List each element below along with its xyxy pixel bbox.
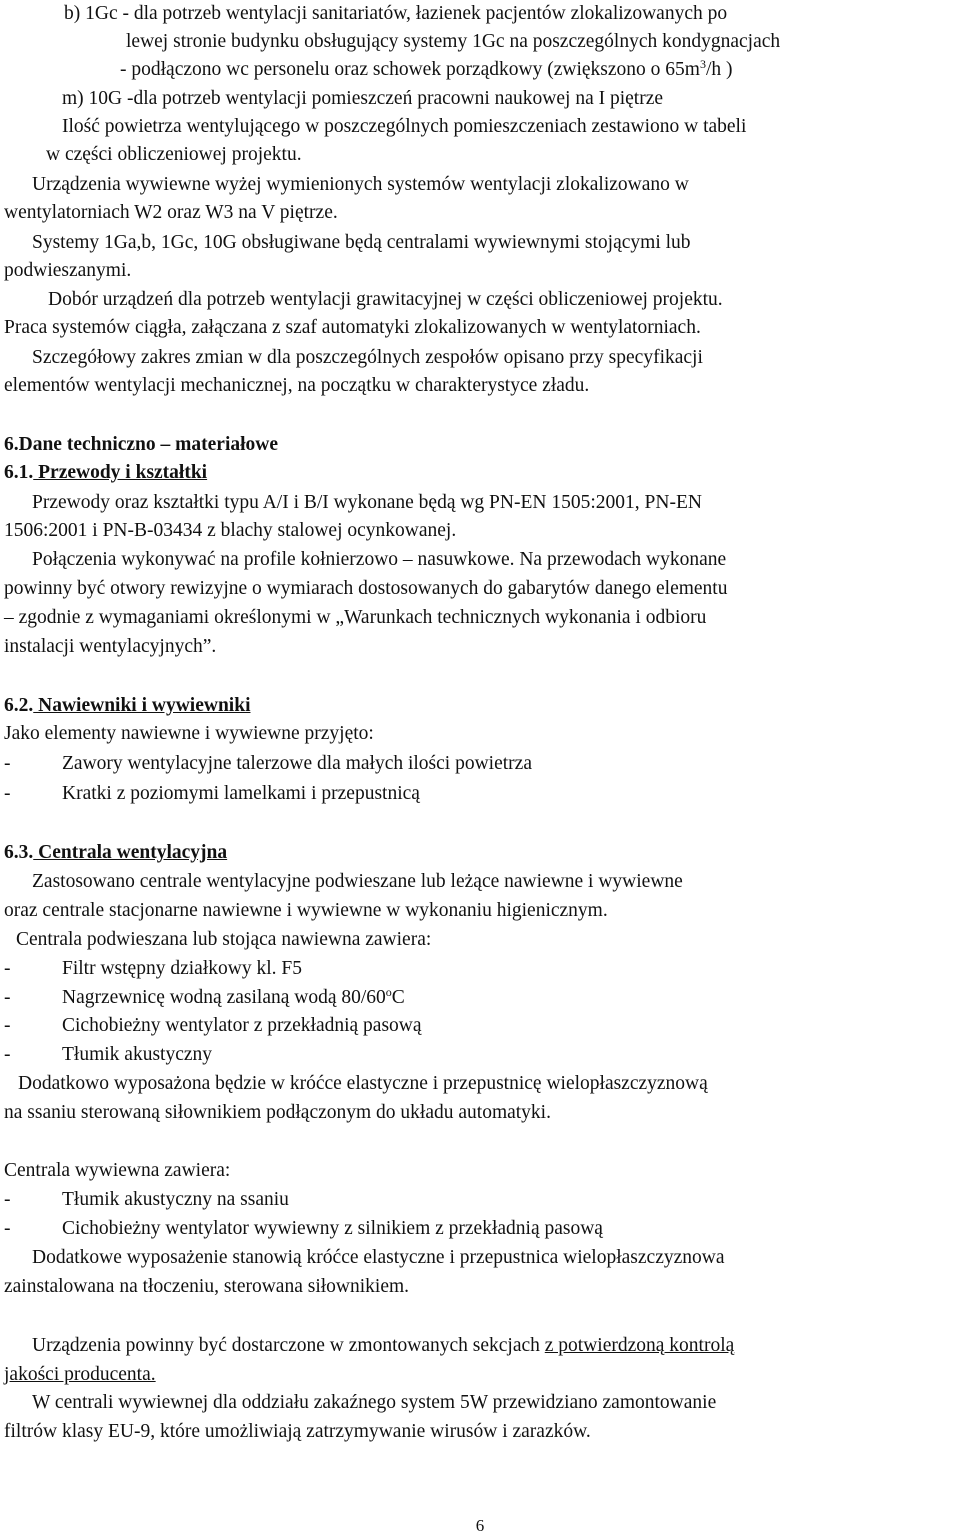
superscript-3: 3 xyxy=(699,57,706,71)
section-6-2-heading: 6.2. Nawiewniki i wywiewniki xyxy=(4,695,251,716)
s63-p5-line-1: Dodatkowe wyposażenie stanowią króćce elastyczne i przepustnica wielopłaszczyznowa xyxy=(32,1247,725,1268)
section-6-1-heading: 6.1. Przewody i kształtki xyxy=(4,462,208,483)
page-number: 6 xyxy=(475,1516,485,1535)
s62-intro: Jako elementy nawiewne i wywiewne przyjęto: xyxy=(4,723,374,744)
intro-p5-line-1: Szczegółowy zakres zmian w dla poszczególnych zespołów opisano przy specyfikacji xyxy=(32,347,703,368)
section-6-3-heading: 6.3. Centrala wentylacyjna xyxy=(4,842,228,863)
list-item: - Tłumik akustyczny xyxy=(4,1044,213,1065)
list-item: - Tłumik akustyczny na ssaniu xyxy=(4,1189,289,1210)
intro-p1-line-2: wentylatorniach W2 oraz W3 na V piętrze. xyxy=(4,202,338,223)
s63-p6-line-2: jakości producenta. xyxy=(4,1364,156,1385)
s63-p3-line-1: Dodatkowo wyposażona będzie w króćce elastyczne i przepustnicę wielopłaszczyznową xyxy=(18,1073,708,1094)
list-item: - Cichobieżny wentylator z przekładnią pasową xyxy=(4,1015,422,1036)
s61-p2-line-4: instalacji wentylacyjnych”. xyxy=(4,636,217,657)
s61-p1-line-2: 1506:2001 i PN-B-03434 z blachy stalowej ocynkowanej. xyxy=(4,520,457,541)
s61-p1-line-1: Przewody oraz kształtki typu A/I i B/I wykonane będą wg PN-EN 1505:2001, PN-EN xyxy=(32,492,702,513)
s61-p2-line-2: powinny być otwory rewizyjne o wymiarach dostosowanych do gabarytów danego elementu xyxy=(4,578,728,599)
intro-p1-line-1: Urządzenia wywiewne wyżej wymienionych systemów wentylacji zlokalizowano w xyxy=(32,174,689,195)
s63-p1-line-2: oraz centrale stacjonarne nawiewne i wywiewne w wykonaniu higienicznym. xyxy=(4,900,608,921)
s63-p2: Centrala podwieszana lub stojąca nawiewna zawiera: xyxy=(16,929,432,950)
intro-p2-line-1: Systemy 1Ga,b, 1Gc, 10G obsługiwane będą centralami wywiewnymi stojącymi lub xyxy=(32,232,691,253)
section-b-line-2: lewej stronie budynku obsługujący systemy 1Gc na poszczególnych kondygnacjach xyxy=(126,31,781,52)
section-b-line-1: b) 1Gc - dla potrzeb wentylacji sanitariatów, łazienek pacjentów zlokalizowanych po xyxy=(64,3,728,24)
intro-p2-line-2: podwieszanymi. xyxy=(4,260,132,281)
s63-p1-line-1: Zastosowano centrale wentylacyjne podwieszane lub leżące nawiewne i wywiewne xyxy=(32,871,683,892)
s63-p7-line-1: W centrali wywiewnej dla oddziału zakaźnego system 5W przewidziano zamontowanie xyxy=(32,1392,717,1413)
intro-p5-line-2: elementów wentylacji mechanicznej, na początku w charakterystyce zładu. xyxy=(4,375,590,396)
list-item: - Kratki z poziomymi lamelkami i przepustnicą xyxy=(4,783,420,804)
intro-p4: Praca systemów ciągła, załączana z szaf automatyki zlokalizowanych w wentylatorniach. xyxy=(4,317,701,338)
list-item: - Filtr wstępny działkowy kl. F5 xyxy=(4,958,302,979)
s63-p7-line-2: filtrów klasy EU-9, które umożliwiają zatrzymywanie wirusów i zarazków. xyxy=(4,1421,591,1442)
s61-p2-line-3: – zgodnie z wymaganiami określonymi w „Warunkach technicznych wykonania i odbioru xyxy=(4,607,707,628)
section-m-line-2: Ilość powietrza wentylującego w poszczególnych pomieszczeniach zestawiono w tabeli xyxy=(62,116,747,137)
s63-p6-line-1: Urządzenia powinny być dostarczone w zmontowanych sekcjach z potwierdzoną kontrolą xyxy=(32,1335,735,1356)
section-m-line-1: m) 10G -dla potrzeb wentylacji pomieszczeń pracowni naukowej na I piętrze xyxy=(62,88,664,109)
s63-p4: Centrala wywiewna zawiera: xyxy=(4,1160,231,1181)
section-m-line-3: w części obliczeniowej projektu. xyxy=(46,144,302,165)
section-6-heading: 6.Dane techniczno – materiałowe xyxy=(4,434,279,455)
section-b-line-3: - podłączono wc personelu oraz schowek porządkowy (zwiększono o $65m^3/h$ ) xyxy=(120,57,733,80)
s61-p2-line-1: Połączenia wykonywać na profile kołnierzowo – nasuwkowe. Na przewodach wykonane xyxy=(32,549,727,570)
list-item: - Nagrzewnicę wodną zasilaną wodą 80/60$^o$C xyxy=(4,985,405,1008)
s63-p5-line-2: zainstalowana na tłoczeniu, sterowana siłownikiem. xyxy=(4,1276,410,1297)
intro-p3: Dobór urządzeń dla potrzeb wentylacji grawitacyjnej w części obliczeniowej projektu. xyxy=(48,289,723,310)
list-item: - Cichobieżny wentylator wywiewny z silnikiem z przekładnią pasową xyxy=(4,1218,603,1239)
list-item: - Zawory wentylacyjne talerzowe dla małych ilości powietrza xyxy=(4,753,532,774)
s63-p3-line-2: na ssaniu sterowaną siłownikiem podłączonym do układu automatyki. xyxy=(4,1102,551,1123)
